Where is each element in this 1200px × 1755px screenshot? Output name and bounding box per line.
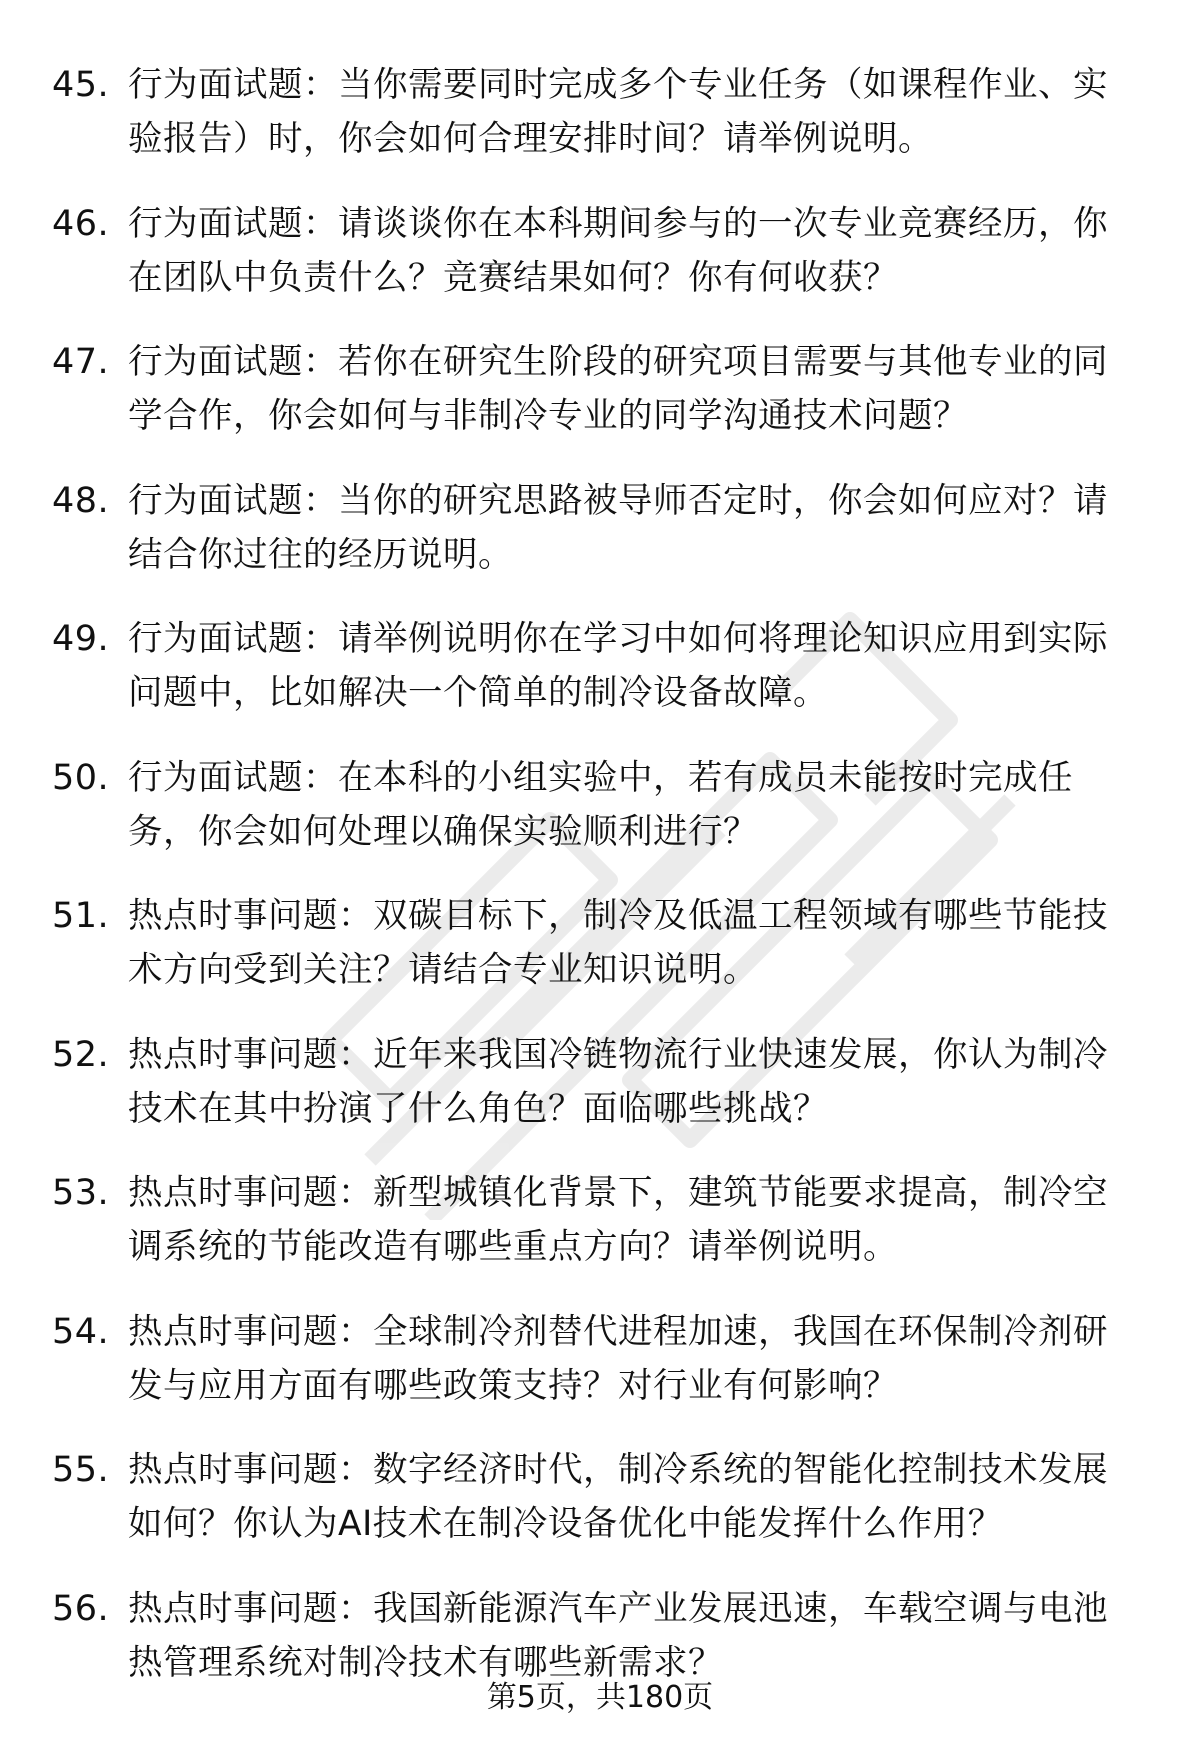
question-item <box>0 1028 1200 1167</box>
question-number: 50. <box>52 757 110 798</box>
question-number: 47. <box>52 342 110 382</box>
question-text: 行为面试题：请举例说明你在学习中如何将理论知识应用到实际问题中，比如解决一个简单的制冷设备故障。 <box>128 619 1108 713</box>
question-number: 51. <box>52 896 110 936</box>
question-text: 热点时事问题：我国新能源汽车产业发展迅速，车载空调与电池热管理系统对制冷技术有哪些新需求？ <box>128 1588 1108 1683</box>
question-text: 热点时事问题：双碳目标下，制冷及低温工程领域有哪些节能技术方向受到关注？请结合专业知识说明。 <box>128 896 1108 990</box>
page-footer: 第5页，共180页 <box>486 1680 714 1715</box>
question-item <box>0 1166 1200 1305</box>
question-number: 52. <box>52 1034 110 1075</box>
question-number: 54. <box>52 1311 110 1352</box>
question-text: 热点时事问题：新型城镇化背景下，建筑节能要求提高，制冷空调系统的节能改造有哪些重点方向？请举例说明。 <box>128 1173 1108 1267</box>
question-number: 45. <box>52 65 110 105</box>
question-number: 53. <box>52 1173 110 1213</box>
question-text: 行为面试题：若你在研究生阶段的研究项目需要与其他专业的同学合作，你会如何与非制冷专业的同学沟通技术问题？ <box>128 342 1108 436</box>
question-item <box>0 335 1200 474</box>
question-text: 行为面试题：当你的研究思路被导师否定时，你会如何应对？请结合你过往的经历说明。 <box>128 480 1108 575</box>
question-item <box>0 474 1200 613</box>
question-text: 行为面试题：当你需要同时完成多个专业任务（如课程作业、实验报告）时，你会如何合理安排时间？请举例说明。 <box>128 65 1108 159</box>
question-number: 56. <box>52 1588 110 1629</box>
question-item <box>0 612 1200 751</box>
question-number: 55. <box>52 1450 110 1490</box>
question-item <box>0 1443 1200 1582</box>
question-item <box>0 751 1200 890</box>
question-number: 46. <box>52 203 110 244</box>
question-text: 行为面试题：在本科的小组实验中，若有成员未能按时完成任务，你会如何处理以确保实验顺利进行？ <box>128 757 1073 852</box>
question-item <box>0 197 1200 336</box>
question-item <box>0 889 1200 1028</box>
question-text: 热点时事问题：近年来我国冷链物流行业快速发展，你认为制冷技术在其中扮演了什么角色？面临哪些挑战？ <box>128 1034 1108 1129</box>
question-number: 49. <box>52 619 110 659</box>
question-number: 48. <box>52 480 110 521</box>
question-text: 热点时事问题：数字经济时代，制冷系统的智能化控制技术发展如何？你认为AI技术在制冷设备优化中能发挥什么作用？ <box>128 1450 1108 1544</box>
question-item <box>0 1305 1200 1444</box>
question-text: 行为面试题：请谈谈你在本科期间参与的一次专业竞赛经历，你在团队中负责什么？竞赛结果如何？你有何收获？ <box>128 203 1108 298</box>
question-text: 热点时事问题：全球制冷剂替代进程加速，我国在环保制冷剂研发与应用方面有哪些政策支持？对行业有何影响？ <box>128 1311 1108 1406</box>
question-item <box>0 58 1200 197</box>
question-list <box>0 58 1200 1720</box>
